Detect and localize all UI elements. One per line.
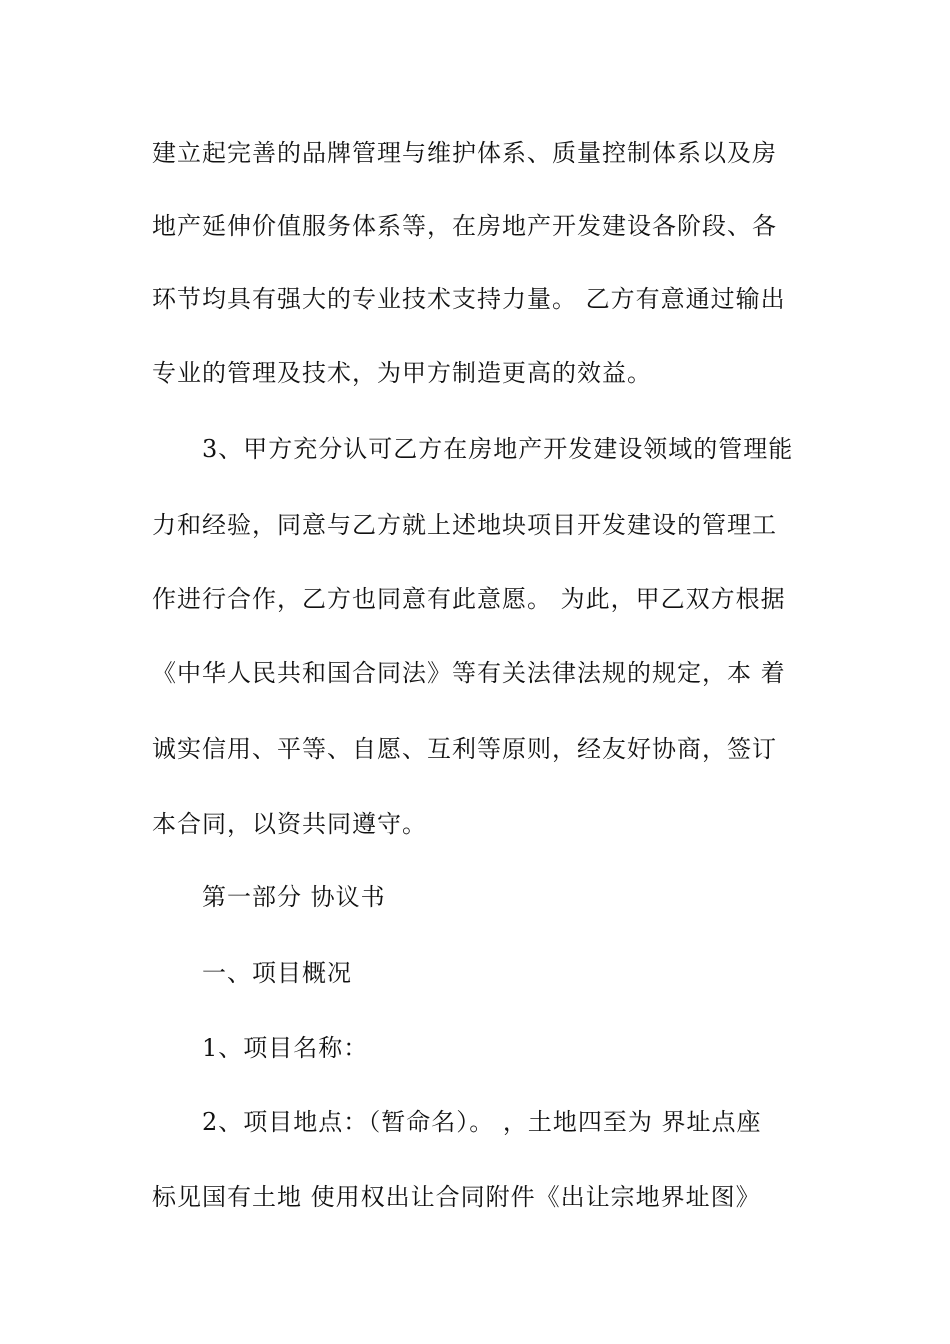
- subsection-heading: 一、项目概况: [202, 959, 352, 987]
- paragraph-line: 作进行合作，乙方也同意有此意愿。 为此，甲乙双方根据: [152, 585, 786, 613]
- paragraph-line: 《中华人民共和国合同法》等有关法律法规的规定，本 着: [152, 659, 786, 687]
- paragraph-line: 建立起完善的品牌管理与维护体系、质量控制体系以及房: [152, 139, 777, 167]
- paragraph-line: 专业的管理及技术，为甲方制造更高的效益。: [152, 359, 652, 387]
- paragraph-line: 2、项目地点：（暂命名）。 ，土地四至为 界址点座: [202, 1108, 762, 1136]
- paragraph-line: 标见国有土地 使用权出让合同附件《出让宗地界址图》: [152, 1183, 761, 1211]
- paragraph-line: 力和经验，同意与乙方就上述地块项目开发建设的管理工: [152, 511, 777, 539]
- paragraph-line: 地产延伸价值服务体系等，在房地产开发建设各阶段、各: [152, 212, 777, 240]
- paragraph-line: 环节均具有强大的专业技术支持力量。 乙方有意通过输出: [152, 285, 786, 313]
- paragraph-line: 诚实信用、平等、自愿、互利等原则，经友好协商，签订: [152, 735, 777, 763]
- paragraph-line: 本合同，以资共同遵守。: [152, 810, 427, 838]
- section-heading: 第一部分 协议书: [202, 883, 386, 911]
- paragraph-line: 3、甲方充分认可乙方在房地产开发建设领域的管理能: [202, 435, 794, 463]
- paragraph-line: 1、项目名称：: [202, 1034, 369, 1062]
